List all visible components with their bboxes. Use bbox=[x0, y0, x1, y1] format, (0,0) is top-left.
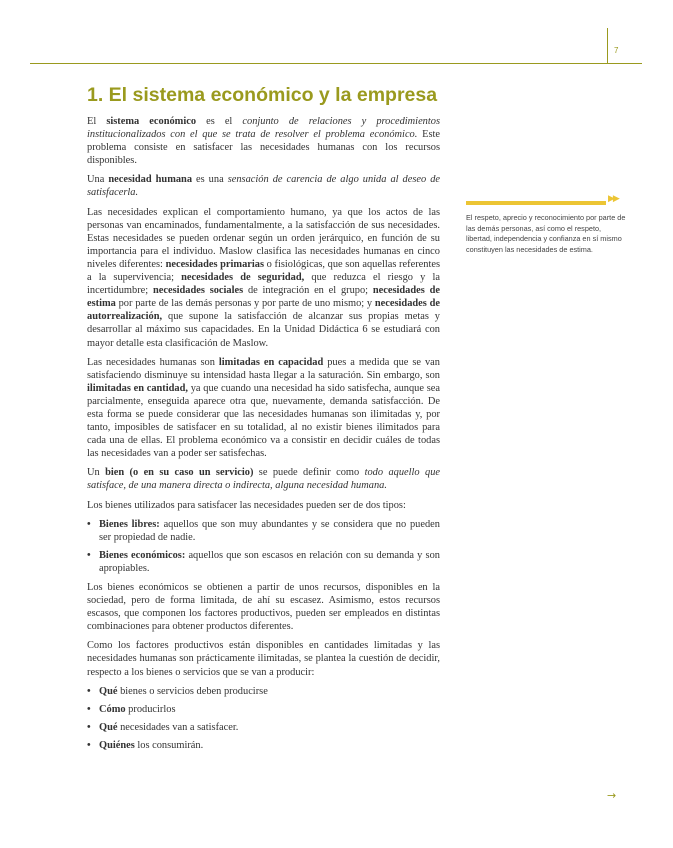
term-sistema-economico: sistema económico bbox=[106, 116, 197, 127]
list-item: • Quiénes los consumirán. bbox=[87, 739, 204, 751]
list-item: • Bienes libres: aquellos que son muy abundantes y se considera que no pueden ser propiedad de nadie. bbox=[87, 518, 440, 543]
bullet-icon: • bbox=[87, 739, 91, 751]
paragraph-maslow: Las necesidades explican el comportamiento humano, ya que los actos de las personas van encaminados, fundamentalmente, a la satisfacción de sus necesidades. Estas necesidades se pueden ordenar según un orden jerárquico, en función de su importancia para el individuo. Maslow clasifica las necesidades humanas en cinco niveles diferentes: necesidades primarias o fisiológicas, que son aquellas referentes a la supervivencia; necesidades de seguridad, que reduzca el riesgo y la incertidumbre; necesidades sociales de integración en el grupo; necesidades de estima por parte de las demás personas y por parte de uno mismo; y necesidades de autorrealización, que supone la satisfacción de alcanzar sus propias metas y desarrollar al máximo sus capacidades. En la Unidad Didáctica 6 se estudiará con mayor detalle esta clasificación de Maslow. bbox=[87, 206, 440, 349]
bullet-icon: • bbox=[87, 549, 91, 561]
list-item: • Bienes económicos: aquellos que son escasos en relación con su demanda y son apropiables. bbox=[87, 549, 440, 574]
paragraph-bien: Un bien (o en su caso un servicio) se puede definir como todo aquello que satisface, de una manera directa o indirecta, alguna necesidad humana. bbox=[87, 467, 441, 492]
paragraph-necesidad-humana: Una necesidad humana es una sensación de carencia de algo unida al deseo de satisfacerla. bbox=[87, 174, 441, 199]
paragraph-tipos-bienes: Los bienes utilizados para satisfacer las necesidades pueden ser de dos tipos: bbox=[87, 499, 406, 511]
list-item: • Qué bienes o servicios deben producirse bbox=[87, 685, 268, 697]
goods-list bbox=[87, 518, 440, 575]
next-page-arrow-icon[interactable]: → bbox=[607, 789, 617, 802]
section-title: 1. El sistema económico y la empresa bbox=[87, 84, 438, 106]
sidebar-note: El respeto, aprecio y reconocimiento por parte de las demás personas, así como el respeto, libertad, independencia y confianza en sí mismo constituyen las necesidades de estima. bbox=[466, 213, 626, 254]
page-number: 7 bbox=[614, 46, 619, 55]
bullet-icon: • bbox=[87, 721, 91, 733]
double-arrow-icon: ▶▶ bbox=[608, 194, 618, 204]
header-rule bbox=[30, 63, 642, 64]
list-item: • Cómo producirlos bbox=[87, 703, 176, 715]
paragraph-limitadas: Las necesidades humanas son limitadas en capacidad pues a medida que se van satisfaciendo disminuye su intensidad hasta llegar a la saturación. Sin embargo, son ilimitadas en cantidad, ya que cuando una necesidad ha sido satisfecha, aunque sea parcialmente, enseguida aparece otra que, nuevamente, demanda satisfacción. De esta forma se puede considerar que las necesidades humanas son ilimitadas y, por tanto, imposibles de satisfacer en su totalidad, al no existir bienes ilimitados para cada una de ellas. El problema económico va a consistir en decidir cuáles de todas las necesidades van a poder ser satisfechas. bbox=[87, 356, 440, 460]
bullet-icon: • bbox=[87, 685, 91, 697]
main-text bbox=[87, 115, 440, 758]
paragraph-cuestion: Como los factores productivos están disponibles en cantidades limitadas y las necesidades humanas son prácticamente ilimitadas, se plantea la cuestión de decidir, respecto a los bienes o servicios que se van a producir: bbox=[87, 640, 440, 678]
term-necesidad-humana: necesidad humana bbox=[108, 174, 193, 186]
bullet-icon: • bbox=[87, 518, 91, 530]
term-bien: bien (o en su caso un servicio) bbox=[105, 467, 254, 479]
list-item: • Qué necesidades van a satisfacer. bbox=[87, 721, 239, 733]
questions-list bbox=[87, 685, 440, 752]
paragraph-recursos: Los bienes económicos se obtienen a partir de unos recursos, disponibles en la sociedad, pero de forma limitada, de ahí su escasez. Asimismo, estos recursos escasos, que componen los factores productivos, pueden ser empleados en distintas combinaciones para obtener productos diferentes. bbox=[87, 582, 440, 633]
sidebar-accent-bar bbox=[466, 201, 606, 205]
paragraph-sistema-economico: El sistema económico es el conjunto de relaciones y procedimientos institucionalizados con el que se trata de resolver el problema económico. Este problema consiste en satisfacer las necesidades humanas con los recursos disponibles. bbox=[87, 116, 441, 167]
bullet-icon: • bbox=[87, 703, 91, 715]
header-vertical-rule bbox=[607, 28, 608, 63]
